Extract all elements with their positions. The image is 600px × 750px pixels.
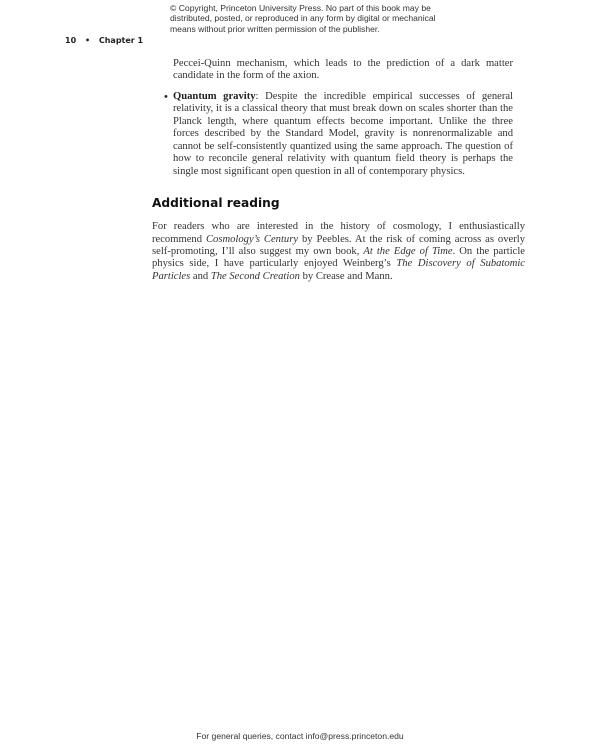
text-run: relativity with quantum field theory is perhaps the single most significant open bbox=[173, 153, 513, 177]
text-run: the Standard Model, gravity is nonrenormalizable and cannot be self-consistently bbox=[173, 128, 513, 152]
main-column bbox=[152, 58, 525, 283]
text-run: : Despite the incredible empirical successes of general relativity, it bbox=[173, 90, 514, 115]
quantum-gravity-item bbox=[164, 90, 514, 178]
text-run: in the form of the axion. bbox=[216, 70, 320, 82]
book-title: At the Edge of Time bbox=[363, 245, 453, 257]
text-run: I’ll also suggest my own book, bbox=[221, 245, 364, 257]
text-run: question in all of contemporary physics. bbox=[294, 165, 465, 177]
text-run: particularly enjoyed Weinberg’s bbox=[249, 258, 397, 270]
book-title: The Second bbox=[210, 270, 260, 282]
book-title: Creation bbox=[262, 270, 300, 282]
text-run: by Crease and Mann. bbox=[299, 270, 393, 282]
copyright-line: © Copyright, Princeton University Press. No part of this book may be bbox=[170, 3, 431, 13]
page-number: 10 bbox=[65, 36, 77, 45]
quantum-gravity-bullet bbox=[173, 91, 513, 178]
section-heading: Additional reading bbox=[152, 196, 280, 211]
text-run: Peccei-Quinn mechanism, which leads to the prediction of a dark matter candidate bbox=[173, 58, 513, 82]
continued-paragraph bbox=[173, 58, 513, 83]
footer-contact: For general queries, contact info@press.princeton.edu bbox=[196, 731, 404, 741]
text-run: For readers who are interested in the history of cosmology, I enthusiastically recommend bbox=[152, 221, 525, 245]
separator: • bbox=[84, 36, 91, 45]
bold-term: Quantum gravity bbox=[173, 90, 256, 102]
running-head bbox=[65, 36, 149, 46]
copyright-line: means without prior written permission of the publisher. bbox=[170, 23, 380, 34]
copyright-line: distributed, posted, or reproduced in any form by digital or mechanical bbox=[170, 13, 436, 24]
chapter-label: Chapter 1 bbox=[98, 36, 144, 45]
book-title: Cosmology’s Century bbox=[205, 233, 299, 245]
additional-reading-paragraph bbox=[152, 221, 525, 283]
text-run: and bbox=[190, 270, 211, 282]
text-run: quantized using the same approach. The question of how to reconcile general bbox=[173, 140, 514, 165]
bullet-icon: • bbox=[164, 90, 168, 103]
text-run: is a classical theory that must break down on scales shorter than the Planck length, bbox=[173, 103, 513, 127]
copyright-notice bbox=[170, 3, 436, 34]
text-run: . On the particle physics side, I have bbox=[152, 245, 526, 270]
text-run: where quantum effects become important. Unlike the three forces described by bbox=[173, 115, 513, 140]
text-run: by Peebles. At the risk of coming across as overly self-promoting, bbox=[152, 233, 525, 257]
book-title: The Discovery of Subatomic Particles bbox=[152, 258, 526, 282]
